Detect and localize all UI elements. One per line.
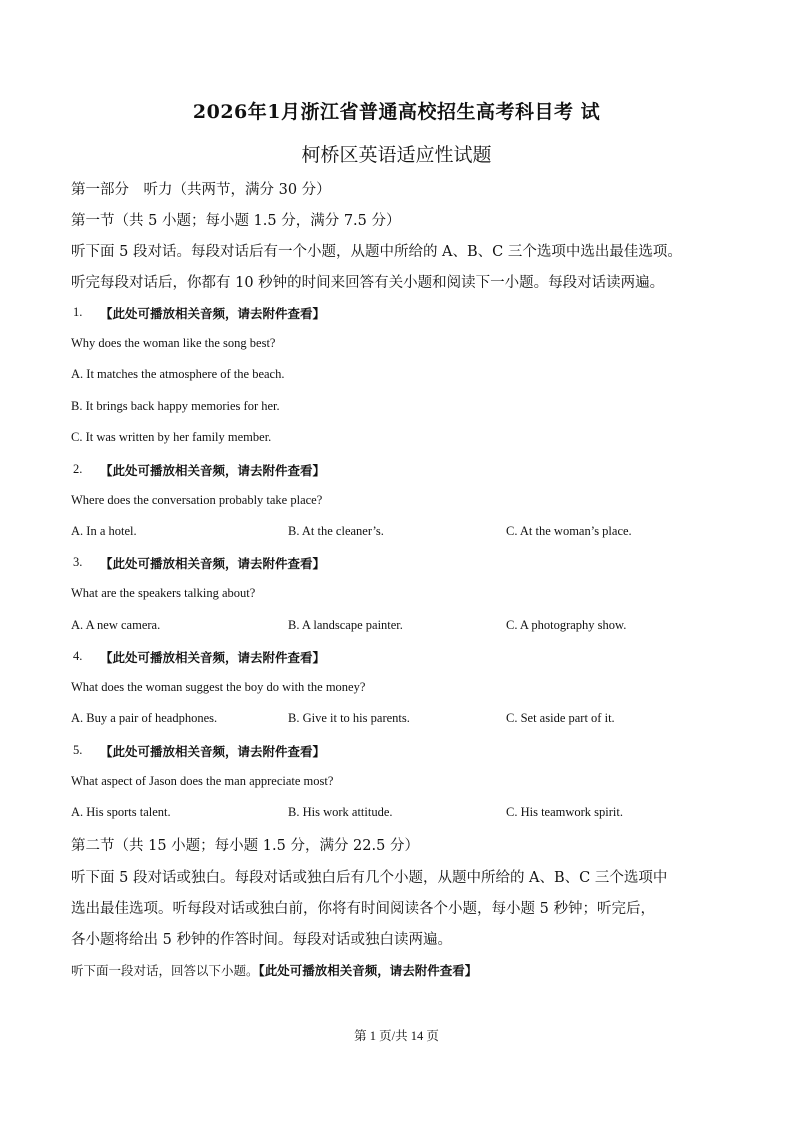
option-c: C. Set aside part of it. [506, 711, 615, 725]
option-c: C. At the woman’s place. [506, 524, 632, 538]
question-stem: Where does the conversation probably take place? [71, 493, 323, 507]
audio-note[interactable]: 【此处可播放相关音频，请去附件查看】 [100, 650, 326, 665]
option-a: A. It matches the atmosphere of the beach. [71, 367, 285, 381]
option-a: A. Buy a pair of headphones. [71, 711, 218, 725]
exam-title: 2026年1月浙江省普通高校招生高考科目考 试 [192, 101, 601, 123]
audio-note[interactable]: 【此处可播放相关音频，请去附件查看】 [100, 556, 326, 571]
section1-instruction-line1: 听下面 5 段对话。每段对话后有一个小题，从题中所给的 A、B、C 三个选项中选出最佳选项。 [71, 244, 682, 260]
question-stem: What are the speakers talking about? [71, 586, 256, 600]
section2-sub-instruction-row [71, 961, 477, 979]
section2-sub-instruction: 听下面一段对话，回答以下小题。 [71, 963, 259, 978]
option-b: B. Give it to his parents. [288, 711, 410, 725]
section2-instruction-line2: 选出最佳选项。听每段对话或独白前，你将有时间阅读各个小题，每小题 5 秒钟；听完后， [71, 901, 655, 917]
option-b: B. His work attitude. [288, 805, 393, 819]
question-stem: Why does the woman like the song best? [71, 336, 276, 350]
section2-instruction-line1: 听下面 5 段对话或独白。每段对话或独白后有几个小题，从题中所给的 A、B、C 三个选项中 [71, 870, 668, 886]
option-a: A. His sports talent. [71, 805, 171, 819]
question-number: 2. [73, 462, 83, 476]
question-number: 4. [73, 649, 83, 663]
audio-note[interactable]: 【此处可播放相关音频，请去附件查看】 [100, 744, 326, 759]
option-b: B. It brings back happy memories for her. [71, 399, 280, 413]
question-stem: What aspect of Jason does the man appreciate most? [71, 774, 334, 788]
section2-heading: 第二节（共 15 小题；每小题 1.5 分，满分 22.5 分） [71, 838, 419, 854]
section1-heading: 第一节（共 5 小题；每小题 1.5 分，满分 7.5 分） [71, 213, 401, 229]
audio-note[interactable]: 【此处可播放相关音频，请去附件查看】 [100, 463, 326, 478]
section1-instruction-line2: 听完每段对话后，你都有 10 秒钟的时间来回答有关小题和阅读下一小题。每段对话读两遍。 [71, 275, 665, 291]
question-stem: What does the woman suggest the boy do with the money? [71, 680, 366, 694]
audio-note[interactable]: 【此处可播放相关音频，请去附件查看】 [258, 963, 478, 978]
question-number: 1. [73, 305, 83, 319]
option-c: C. His teamwork spirit. [506, 805, 624, 819]
audio-note[interactable]: 【此处可播放相关音频，请去附件查看】 [100, 306, 326, 321]
question-number: 5. [73, 743, 83, 757]
exam-subtitle: 柯桥区英语适应性试题 [301, 144, 492, 166]
part1-heading: 第一部分 听力（共两节，满分 30 分） [71, 182, 331, 198]
option-a: A. A new camera. [71, 618, 161, 632]
section2-instruction-line3: 各小题将给出 5 秒钟的作答时间。每段对话或独白读两遍。 [71, 932, 452, 948]
option-b: B. At the cleaner’s. [288, 524, 384, 538]
option-b: B. A landscape painter. [288, 618, 403, 632]
question-number: 3. [73, 555, 83, 569]
option-c: C. It was written by her family member. [71, 430, 272, 444]
page-footer: 第 1 页/共 14 页 [354, 1029, 439, 1043]
option-c: C. A photography show. [506, 618, 627, 632]
option-a: A. In a hotel. [71, 524, 137, 538]
